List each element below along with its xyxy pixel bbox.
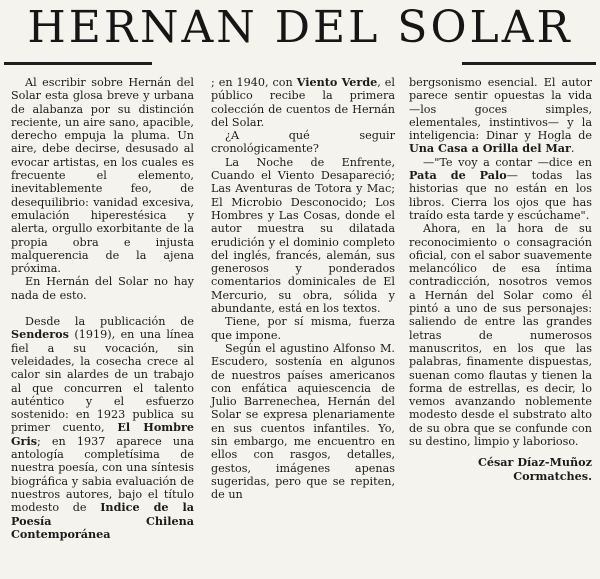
paragraph: La Noche de Enfrente, Cuando el Viento Desapareció; Las Aventuras de Totora y Mac; El Microbio Desconocido; Los Hombres y Las Cosas, donde el autor muestra su dilatada erudición y el dominio completo del inglés, francés, alemán, sus generosos y ponderados comentarios dominicales de El Mercurio, su obra, sólida y abundante, está en los textos. bbox=[211, 155, 395, 316]
author-signature bbox=[409, 456, 592, 483]
paragraph: Tiene, por sí misma, fuerza que impone. bbox=[211, 315, 395, 342]
book-title: Senderos bbox=[11, 327, 69, 342]
book-title: Viento Verde bbox=[296, 75, 378, 89]
text-run: bergsonismo esencial. El autor parece sentir opuestas la vida —los goces simples, elementales, instintivos— y la inteligencia: Dinar y Hogla de bbox=[409, 76, 592, 143]
column-2 bbox=[211, 76, 395, 502]
paragraph: Ahora, en la hora de su reconocimiento o consagración oficial, con el sabor suavemente melancólico de esa íntima contradicción, nosotros vemos a Hernán del Solar como él pintó a uno de sus personajes: saliendo de entre las grandes letras de numerosos manuscritos, en los que las palabras, finamente dispuestas, suenan como flautas y tienen la forma de estrellas, es decir, lo vemos avanzando noblemente modesto desde el substrato alto de su obra que se confunde con su destino, limpio y laborioso. bbox=[409, 222, 592, 449]
paragraph: Según el agustino Alfonso M. Escudero, sostenía en algunos de nuestros países americanos con enfática aquiescencia de Julio Barrenechea, Hernán del Solar se expresa plenariamente en sus cuentos infantiles. Yo, sin embargo, me encuentro en ellos con rasgos, detalles, gestos, imágenes apenas sugeridas, pero que se repiten, de un bbox=[211, 341, 395, 502]
paragraph: En Hernán del Solar no hay nada de esto. bbox=[11, 275, 194, 302]
title-rule-left bbox=[4, 62, 152, 65]
text-run: — todas las historias que no están en los libros. Cierra los ojos que has traído esta tarde y escúchame". bbox=[409, 169, 592, 222]
text-run: . bbox=[570, 142, 575, 156]
text-run: ; en 1937 aparece una antología completísima de nuestra poesía, con una síntesis biográfica y sabia evaluación de nuestros autores, bajo el título modesto de bbox=[11, 434, 194, 515]
text-run: (1919), en una línea fiel a su vocación, sin veleidades, la cosecha crece al calor sin alardes de un trabajo al que concurren el talento auténtico y el esfuerzo sostenido: en 1923 publica su primer cuento, bbox=[11, 328, 194, 435]
article-title: HERNAN DEL SOLAR bbox=[27, 2, 573, 53]
author-surname: Cormatches. bbox=[513, 468, 592, 483]
author-name: César Díaz-Muñoz bbox=[477, 455, 592, 470]
column-3 bbox=[409, 76, 592, 483]
paragraph bbox=[409, 76, 592, 156]
title-rule-right bbox=[462, 62, 596, 65]
column-1 bbox=[11, 76, 194, 541]
paragraph bbox=[211, 76, 395, 129]
text-run: Desde la publicación de bbox=[25, 315, 194, 329]
book-title: Indice de la Poesía Chilena Contemporánea bbox=[11, 500, 194, 541]
paragraph bbox=[409, 156, 592, 222]
book-title: Una Casa a Orilla del Mar bbox=[409, 141, 571, 156]
text-run: —"Te voy a contar —dice en bbox=[423, 155, 592, 169]
paragraph bbox=[11, 315, 194, 541]
book-title: El Hombre Gris bbox=[11, 420, 194, 448]
paragraph: ¿A qué seguir cronológicamente? bbox=[211, 129, 395, 156]
text-run: ; en 1940, con bbox=[211, 76, 297, 89]
text-run: , el público recibe la primera colección de cuentos de Hernán del Solar. bbox=[211, 76, 395, 129]
book-title: Pata de Palo bbox=[409, 168, 507, 183]
paragraph: Al escribir sobre Hernán del Solar esta glosa breve y urbana de alabanza por su distinción reciente, un aire sano, apacible, derecho empuja la pluma. Un aire, debe decirse, desusado al evocar artistas, en los cuales es frecuente el elemento, inevitablemente feo, de desequilibrio: vanidad excesiva, emulación hiperestésica y alerta, orgullo exorbitante de la propia obra e injusta malquerencia de la ajena próxima. bbox=[11, 76, 194, 276]
